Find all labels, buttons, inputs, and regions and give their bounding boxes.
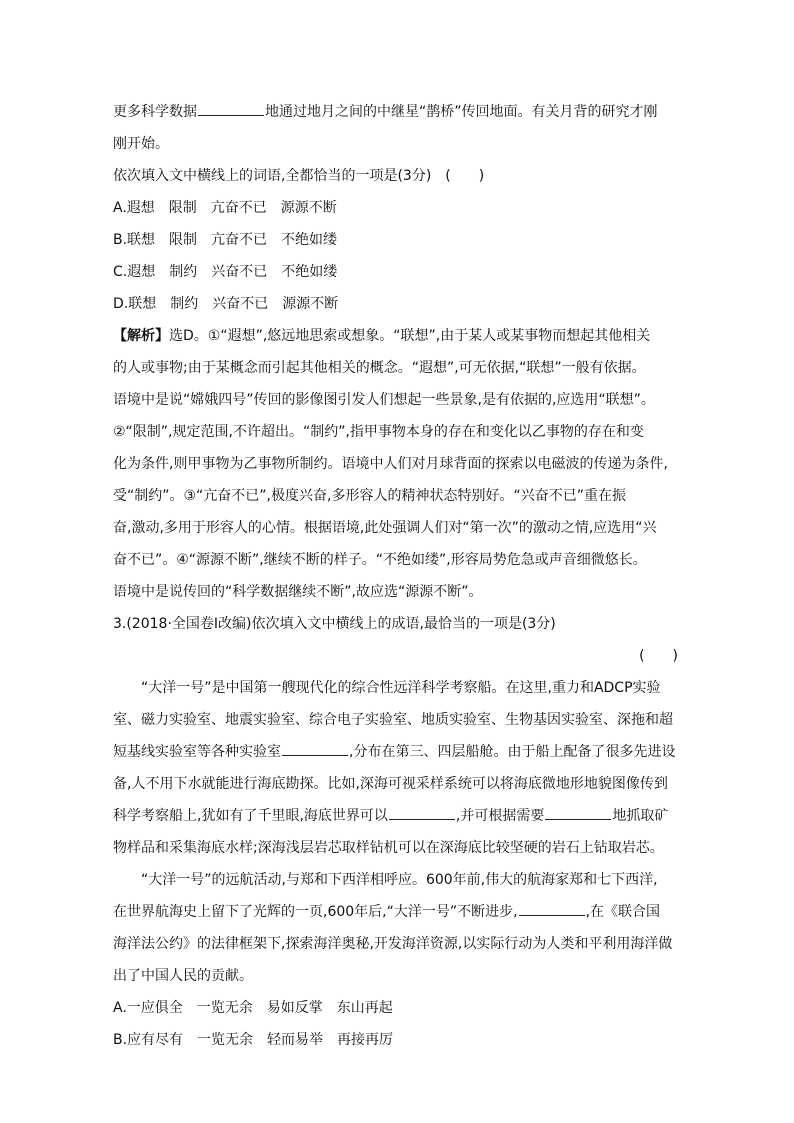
text-span: ,在《联合国 [585, 904, 661, 920]
option-a: A.遐想 限制 亢奋不已 源源不断 [113, 200, 337, 216]
text-span: ,并可根据需要 [455, 808, 545, 824]
fill-blank [519, 901, 585, 916]
passage-line [113, 800, 686, 832]
passage-line: 室、磁力实验室、地震实验室、综合电子实验室、地质实验室、生物基因实验室、深拖和超 [113, 712, 673, 728]
text-span: 地通过地月之间的中继星“鹊桥”传回地面。有关月背的研究才刚 [265, 104, 658, 120]
analysis-line: 受“制约”。③“亢奋不已”,极度兴奋,多形容人的精神状态特别好。“兴奋不已”重在振 [113, 488, 626, 504]
text-span: 选D。①“遐想”,悠远地思索或想象。“联想”,由于某人或某事物而想起其他相关 [169, 328, 651, 344]
passage-line: 海洋法公约》的法律框架下,探索海洋奥秘,开发海洋资源,以实际行动为人类和平利用海洋做 [113, 936, 673, 952]
option-b: B.联想 限制 亢奋不已 不绝如缕 [113, 232, 338, 248]
passage-line: 备,人不用下水就能进行海底勘探。比如,深海可视采样系统可以将海底微地形地貌图像传到 [113, 776, 668, 792]
fill-blank [282, 741, 348, 756]
passage-line: “大洋一号”是中国第一艘现代化的综合性远洋科学考察船。在这里,重力和ADCP实验 [141, 680, 661, 696]
text-span: 地抓取矿 [612, 808, 669, 824]
text-span: 更多科学数据 [113, 104, 197, 120]
option-b: B.应有尽有 一览无余 轻而易举 再接再厉 [113, 1032, 394, 1048]
option-c: C.遐想 制约 兴奋不已 不绝如缕 [113, 264, 338, 280]
text-line: 刚开始。 [113, 136, 169, 152]
analysis-line: 奋不已”。④“源源不断”,继续不断的样子。“不绝如缕”,形容局势危急或声音细微悠长。 [113, 552, 647, 568]
passage-line: 出了中国人民的贡献。 [113, 968, 253, 984]
analysis-line: 奋,激动,多用于形容人的心情。根据语境,此处强调人们对“第一次”的激动之情,应选用“兴 [113, 520, 657, 536]
text-span: 短基线实验室等各种实验室 [113, 744, 281, 760]
text-span: 在世界航海史上留下了光辉的一页,600年后,“大洋一号”不断进步, [113, 904, 518, 920]
fill-blank [198, 101, 264, 116]
text-line [113, 96, 686, 128]
option-d: D.联想 制约 兴奋不已 源源不断 [113, 296, 339, 312]
passage-line: 物样品和采集海底水样;深海浅层岩芯取样钻机可以在深海底比较坚硬的岩石上钻取岩芯。 [113, 840, 664, 856]
option-a: A.一应俱全 一览无余 易如反掌 东山再起 [113, 1000, 393, 1016]
question-3-stem: 3.(2018·全国卷Ⅰ改编)依次填入文中横线上的成语,最恰当的一项是(3分) [113, 616, 556, 632]
passage-line [113, 736, 686, 768]
analysis-line [113, 320, 686, 352]
text-span: 科学考察船上,犹如有了千里眼,海底世界可以 [113, 808, 388, 824]
analysis-line: 的人或事物;由于某概念而引起其他相关的概念。“遐想”,可无依据,“联想”一般有依据。 [113, 360, 646, 376]
passage-line [113, 896, 686, 928]
question-stem: 依次填入文中横线上的词语,全都恰当的一项是(3分) ( ) [113, 168, 485, 184]
analysis-line: 化为条件,则甲事物为乙事物所制约。语境中人们对月球背面的探索以电磁波的传递为条件, [113, 456, 668, 472]
analysis-line: ②“限制”,规定范围,不许超出。“制约”,指甲事物本身的存在和变化以乙事物的存在和变 [113, 424, 644, 440]
fill-blank [389, 805, 455, 820]
analysis-line: 语境中是说“嫦娥四号”传回的影像图引发人们想起一些景象,是有依据的,应选用“联想”。 [113, 392, 655, 408]
analysis-line: 语境中是说传回的“科学数据继续不断”,故应选“源源不断”。 [113, 584, 483, 600]
fill-blank [545, 805, 611, 820]
passage-line: “大洋一号”的远航活动,与郑和下西洋相呼应。600年前,伟大的航海家郑和七下西洋, [141, 872, 658, 888]
answer-bracket: ( ) [639, 648, 678, 664]
document-page [113, 96, 686, 1056]
analysis-tag: 【解析】 [113, 328, 169, 344]
text-span: ,分布在第三、四层船舱。由于船上配备了很多先进设 [349, 744, 676, 760]
